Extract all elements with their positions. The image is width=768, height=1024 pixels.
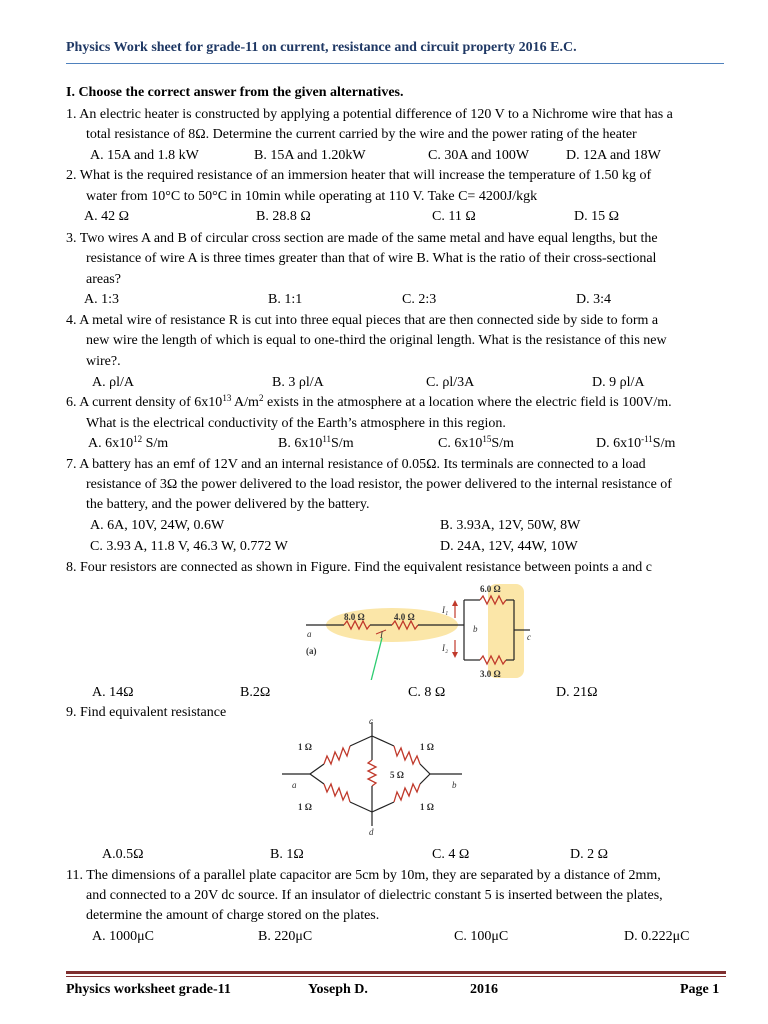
q9-option-a: A.0.5Ω	[102, 847, 144, 862]
q9-bridge-figure	[280, 716, 470, 836]
q4-option-d: D. 9 ρl/A	[592, 375, 645, 390]
q6-option-d: D. $6x10^{-11}S/m$	[596, 434, 676, 451]
label-figure-tag: (a)	[306, 646, 317, 656]
q3-line1: 3. Two wires A and B of circular cross section are made of the same metal and have equal lengths, but the	[66, 231, 658, 246]
q9-option-d: D. 2 Ω	[570, 847, 609, 862]
q11-option-c: C. 100μC	[454, 929, 509, 944]
label-current-i1: I₁	[442, 605, 449, 615]
q4-option-b: B. 3 ρl/A	[272, 375, 324, 390]
footer-author: Yoseph D.	[308, 982, 368, 997]
q11-option-d: D. 0.222μC	[624, 929, 690, 944]
q2-option-c: C. 11 Ω	[432, 209, 476, 224]
resistor-middle	[368, 760, 376, 786]
q11-option-a: A. 1000μC	[92, 929, 154, 944]
q11-line1: 11. The dimensions of a parallel plate capacitor are 5cm by 10m, they are separated by a distance of 2mm,	[66, 868, 661, 883]
footer-year: 2016	[470, 982, 498, 997]
q6-line1: 6. A current density of $6x10^{13}$ $A/m^2$ exists in the atmosphere at a location where the electric field is 100V/m.	[66, 393, 672, 410]
q4-line2: new wire the length of which is equal to one-third the original length. What is the resistance of this new	[86, 333, 667, 348]
q8-circuit-figure	[296, 580, 532, 680]
section-title: I. Choose the correct answer from the given alternatives.	[66, 85, 404, 100]
q6-line2: What is the electrical conductivity of the Earth’s atmosphere in this region.	[86, 416, 506, 431]
label-point-a: a	[307, 629, 312, 639]
q3-option-c: C. 2:3	[402, 292, 437, 307]
q8-line1: 8. Four resistors are connected as shown in Figure. Find the equivalent resistance between points a and c	[66, 560, 652, 575]
label-current-i2: I₂	[442, 643, 449, 653]
label-point-a: a	[292, 780, 297, 790]
q7-option-b: B. 3.93A, 12V, 50W, 8W	[440, 518, 581, 533]
q7-line2: resistance of 3Ω the power delivered to the load resistor, the power delivered to the internal resistance of	[86, 477, 672, 492]
label-bottom-left: 1 Ω	[298, 802, 312, 812]
footer-title: Physics worksheet grade-11	[66, 982, 231, 997]
q4-option-c: C. ρl/3A	[426, 375, 475, 390]
q8-option-a: A. 14Ω	[92, 685, 134, 700]
resistor-top-left	[324, 746, 350, 764]
q3-option-d: D. 3:4	[576, 292, 611, 307]
label-middle: 5 Ω	[390, 770, 404, 780]
q2-option-d: D. 15 Ω	[574, 209, 620, 224]
q8-option-b: B.2Ω	[240, 685, 271, 700]
q2-line2: water from 10°C to 50°C in 10min while operating at 110 V. Take C= 4200J/kgk	[86, 189, 538, 204]
page-header: Physics Work sheet for grade-11 on current, resistance and circuit property 2016 E.C.	[66, 40, 577, 55]
header-rule	[66, 63, 724, 64]
footer-rule-thick	[66, 971, 726, 974]
label-top-right: 1 Ω	[420, 742, 434, 752]
q1-line2: total resistance of 8Ω. Determine the current carried by the wire and the power rating of the heater	[86, 127, 637, 142]
label-point-c: c	[527, 632, 531, 642]
q6-option-c: C. $6x10^{15}S/m$	[438, 434, 514, 451]
label-point-d: d	[369, 827, 374, 836]
q1-option-b: B. 15A and 1.20kW	[254, 148, 366, 163]
q2-option-a: A. 42 Ω	[84, 209, 130, 224]
q4-line3: wire?.	[86, 354, 121, 369]
q3-option-a: A. 1:3	[84, 292, 119, 307]
q9-option-b: B. 1Ω	[270, 847, 304, 862]
label-top-left: 1 Ω	[298, 742, 312, 752]
q1-option-d: D. 12A and 18W	[566, 148, 661, 163]
label-8ohm: 8.0 Ω	[344, 612, 365, 622]
q8-option-c: C. 8 Ω	[408, 685, 446, 700]
label-3ohm: 3.0 Ω	[480, 669, 501, 679]
q11-line2: and connected to a 20V dc source. If an insulator of dielectric constant 5 is inserted between the plates,	[86, 888, 663, 903]
q6-option-a: A. $6x10^{12}$ S/m	[88, 434, 169, 451]
q9-line1: 9. Find equivalent resistance	[66, 705, 227, 720]
q6-option-b: B. $6x10^{11}S/m$	[278, 434, 354, 451]
label-6ohm: 6.0 Ω	[480, 584, 501, 594]
label-current-i: I	[380, 630, 383, 640]
q1-option-a: A. 15A and 1.8 kW	[90, 148, 199, 163]
label-point-b: b	[452, 780, 457, 790]
q7-option-d: D. 24A, 12V, 44W, 10W	[440, 539, 578, 554]
q7-option-a: A. 6A, 10V, 24W, 0.6W	[90, 518, 225, 533]
q7-line3: the battery, and the power delivered by the battery.	[86, 497, 370, 512]
q1-option-c: C. 30A and 100W	[428, 148, 530, 163]
q3-line2: resistance of wire A is three times greater than that of wire B. What is the ratio of their cross-sectional	[86, 251, 657, 266]
q8-option-d: D. 21Ω	[556, 685, 598, 700]
q3-option-b: B. 1:1	[268, 292, 303, 307]
footer-page-number: Page 1	[680, 982, 720, 997]
q11-option-b: B. 220μC	[258, 929, 313, 944]
highlight-parallel	[488, 584, 524, 678]
resistor-bottom-left	[324, 784, 350, 802]
q4-line1: 4. A metal wire of resistance R is cut into three equal pieces that are then connected side by side to form a	[66, 313, 659, 328]
footer-rule-thin	[66, 976, 726, 977]
q7-line1: 7. A battery has an emf of 12V and an internal resistance of 0.05Ω. Its terminals are connected to a load	[66, 457, 646, 472]
q11-line3: determine the amount of charge stored on the plates.	[86, 908, 380, 923]
label-point-c: c	[369, 716, 373, 726]
label-4ohm: 4.0 Ω	[394, 612, 415, 622]
resistor-bottom-right	[394, 784, 420, 802]
q9-option-c: C. 4 Ω	[432, 847, 470, 862]
resistor-top-right	[394, 746, 420, 764]
label-bottom-right: 1 Ω	[420, 802, 434, 812]
label-point-b: b	[473, 624, 478, 634]
q4-option-a: A. ρl/A	[92, 375, 134, 390]
q3-line3: areas?	[86, 272, 121, 287]
q2-option-b: B. 28.8 Ω	[256, 209, 311, 224]
q2-line1: 2. What is the required resistance of an immersion heater that will increase the temperature of 1.50 kg of	[66, 168, 652, 183]
q1-line1: 1. An electric heater is constructed by applying a potential difference of 120 V to a Nichrome wire that has a	[66, 107, 673, 122]
q7-option-c: C. 3.93 A, 11.8 V, 46.3 W, 0.772 W	[90, 539, 288, 554]
pointer-line	[371, 638, 382, 680]
